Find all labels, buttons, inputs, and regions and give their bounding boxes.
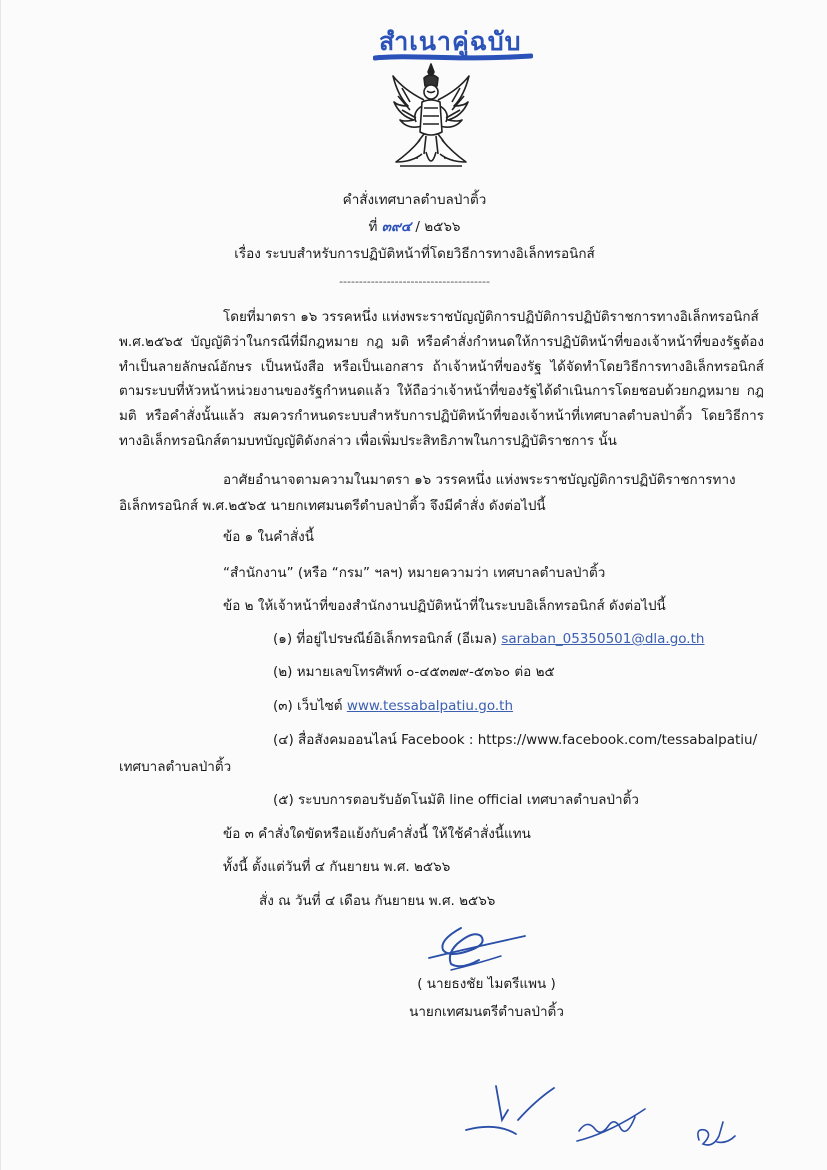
clause-3: ข้อ ๓ คำสั่งใดขัดหรือแย้งกับคำสั่งนี้ ให้ใช้คำสั่งนี้แทน bbox=[223, 826, 531, 842]
effective-date: ทั้งนี้ ตั้งแต่วันที่ ๔ กันยายน พ.ศ. ๒๕๖๖ bbox=[223, 859, 451, 875]
email-link[interactable]: saraban_05350501@dla.go.th bbox=[501, 631, 705, 647]
website-link[interactable]: www.tessabalpatiu.go.th bbox=[346, 698, 514, 714]
signatory-name: ( นายธงชัย ไมตรีแพน ) bbox=[417, 976, 556, 992]
item-email-label: (๑) ที่อยู่ไปรษณีย์อิเล็กทรอนิกส์ (อีเมล) bbox=[273, 631, 498, 647]
clause-2: ข้อ ๒ ให้เจ้าหน้าที่ของสำนักงานปฏิบัติหน้าที่ในระบบอิเล็กทรอนิกส์ ดังต่อไปนี้ bbox=[223, 598, 666, 614]
paragraph-2-first-line: อาศัยอำนาจตามความในมาตรา ๑๖ วรรคหนึ่ง แห่งพระราชบัญญัติการปฏิบัติราชการทาง bbox=[223, 472, 736, 488]
paragraph-2-body: อิเล็กทรอนิกส์ พ.ศ.๒๕๖๕ นายกเทศมนตรีตำบลป่าติ้ว จึงมีคำสั่ง ดังต่อไปนี้ bbox=[119, 498, 546, 514]
order-title: คำสั่งเทศบาลตำบลป่าติ้ว bbox=[342, 192, 487, 208]
order-subject: เรื่อง ระบบสำหรับการปฏิบัติหน้าที่โดยวิธีการทางอิเล็กทรอนิกส์ bbox=[234, 246, 595, 262]
order-number bbox=[1, 215, 827, 237]
paragraph-1-body: พ.ศ.๒๕๖๕ บัญญัติว่าในกรณีที่มีกฎหมาย กฎ มติ หรือคำสั่งกำหนดให้การปฏิบัติหน้าที่ของเจ้าหน้าที่ของรัฐต้องทำเป็นลายลักษณ์อักษร เป็นหนังสือ หรือเป็นเอกสาร ถ้าเจ้าหน้าที่ของรัฐ ได้จัดทำโดยวิธีการทางอิเล็กทรอนิกส์ตามระบบที่หัวหน้าหน่วยงานของรัฐกำหนดแล้ว ให้ถือว่าเจ้าหน้าที่ของรัฐได้ดำเนินการโดยชอบด้วยกฎหมาย กฎ มติ หรือคำสั่งนั้นแล้ว สมควรกำหนดระบบสำหรับการปฏิบัติหน้าที่ของเจ้าหน้าที่เทศบาลตำบลป่าติ้ว โดยวิธีการทางอิเล็กทรอนิกส์ตามบทบัญญัติดังกล่าว เพื่อเพิ่มประสิทธิภาพในการปฏิบัติราชการ นั้น bbox=[119, 334, 764, 449]
paragraph-1-first-line: โดยที่มาตรา ๑๖ วรรคหนึ่ง แห่งพระราชบัญญัติการปฏิบัติการปฏิบัติราชการทางอิเล็กทรอนิกส์ bbox=[223, 309, 759, 325]
order-date: สั่ง ณ วันที่ ๔ เดือน กันยายน พ.ศ. ๒๕๖๖ bbox=[259, 893, 496, 909]
order-number-handwritten: ๓๙๔ bbox=[381, 219, 412, 235]
item-email bbox=[273, 627, 704, 649]
copy-stamp bbox=[373, 22, 533, 62]
initial-signature-3-icon bbox=[689, 1118, 739, 1153]
order-number-prefix: ที่ bbox=[368, 219, 378, 235]
divider-line: -------------------------------------- bbox=[339, 275, 490, 288]
item-social-continuation: เทศบาลตำบลป่าติ้ว bbox=[119, 759, 232, 775]
item-phone: (๒) หมายเลขโทรศัพท์ ๐-๔๕๓๗๙-๕๓๖๐ ต่อ ๒๕ bbox=[273, 664, 555, 680]
garuda-emblem-icon bbox=[390, 62, 472, 174]
clause-1: ข้อ ๑ ในคำสั่งนี้ bbox=[223, 529, 314, 545]
copy-stamp-text: สำเนาคู่ฉบับ bbox=[379, 27, 522, 56]
clause-1-definition: “สำนักงาน” (หรือ “กรม” ฯลฯ) หมายความว่า เทศบาลตำบลป่าติ้ว bbox=[223, 565, 606, 581]
order-number-suffix: / ๒๕๖๖ bbox=[415, 219, 461, 235]
item-line-official: (๕) ระบบการตอบรับอัตโนมัติ line official เทศบาลตำบลป่าติ้ว bbox=[273, 792, 639, 808]
mayor-signature-icon bbox=[421, 920, 531, 980]
item-social: (๔) สื่อสังคมออนไลน์ Facebook : https://www.facebook.com/tessabalpatiu/ bbox=[273, 732, 758, 748]
initial-signature-1-icon bbox=[456, 1080, 566, 1150]
item-website-label: (๓) เว็บไซต์ bbox=[273, 698, 343, 714]
initial-signature-2-icon bbox=[573, 1105, 653, 1150]
item-website bbox=[273, 694, 513, 716]
signatory-position: นายกเทศมนตรีตำบลป่าติ้ว bbox=[409, 1004, 564, 1020]
